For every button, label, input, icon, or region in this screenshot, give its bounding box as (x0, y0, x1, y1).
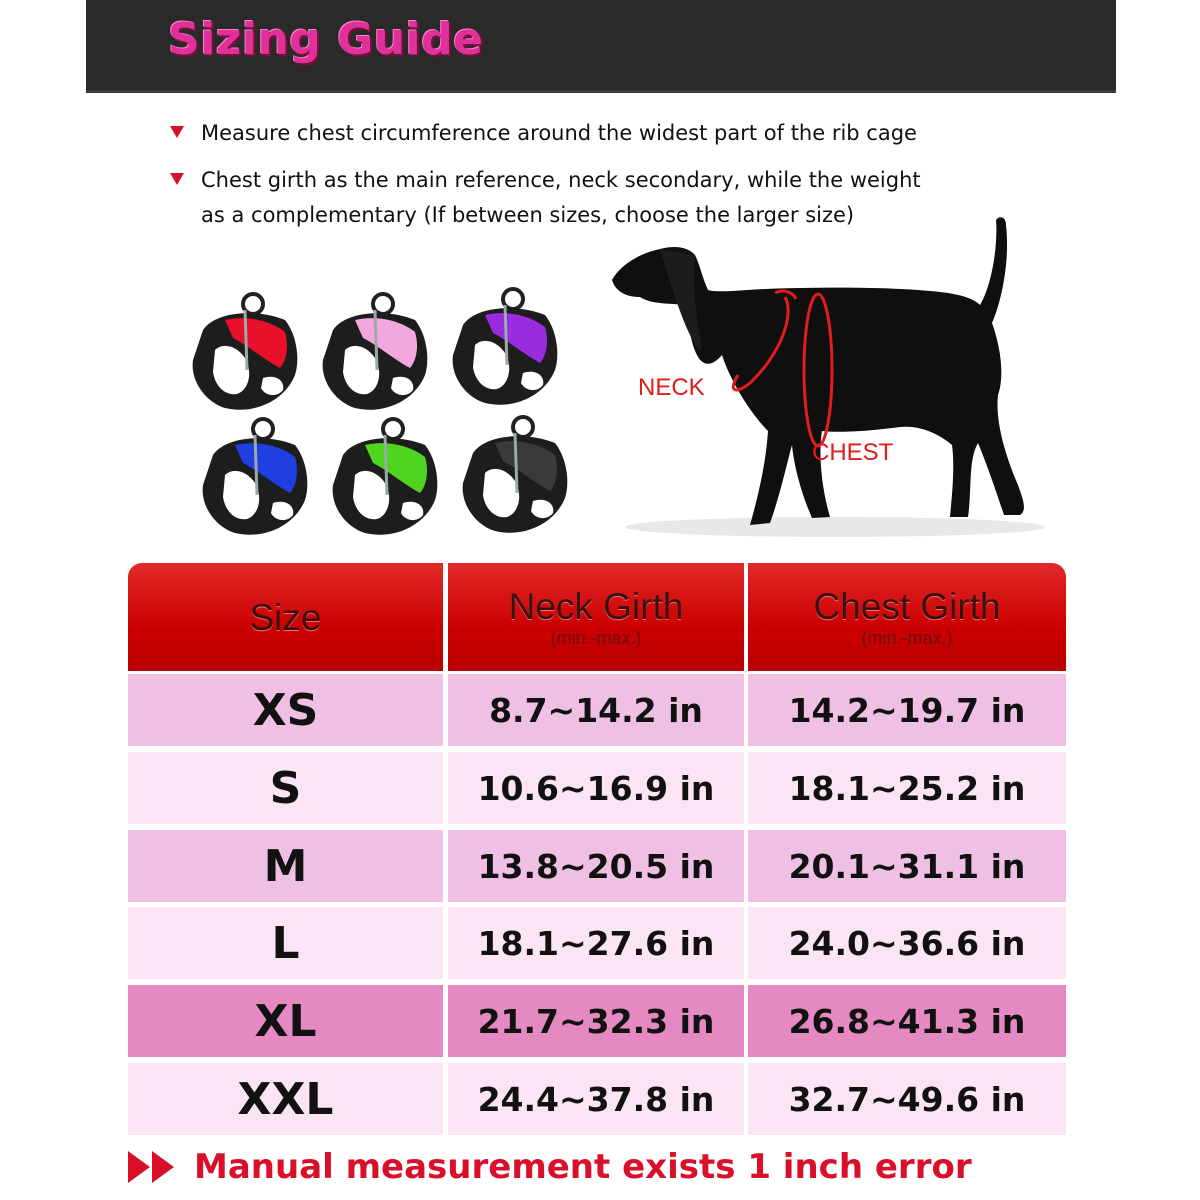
harness-icon (315, 290, 435, 420)
neck-girth-cell: 8.7~14.2 in (448, 674, 744, 746)
chest-girth-cell: 20.1~31.1 in (748, 830, 1066, 902)
double-arrow-icon (128, 1151, 176, 1183)
size-cell: XXL (128, 1063, 443, 1135)
instruction-1 (170, 116, 1000, 152)
size-cell: M (128, 830, 443, 902)
dog-silhouette-icon (612, 217, 1024, 525)
harness-icon (195, 415, 315, 545)
neck-girth-header-label: Neck Girth (508, 585, 684, 627)
chest-girth-cell: 14.2~19.7 in (748, 674, 1066, 746)
size-header-label: Size (249, 596, 322, 638)
neck-girth-cell: 24.4~37.8 in (448, 1063, 744, 1135)
harness-icon (455, 413, 575, 543)
chest-girth-cell: 18.1~25.2 in (748, 752, 1066, 824)
harness-color-options (180, 285, 570, 555)
size-cell: XL (128, 985, 443, 1057)
neck-girth-cell: 18.1~27.6 in (448, 907, 744, 979)
instruction-2-text-line2: as a complementary (If between sizes, choose the larger size) (201, 203, 855, 227)
size-cell: XS (128, 674, 443, 746)
neck-girth-header-sublabel: (min.-max.) (550, 627, 642, 648)
neck-girth-cell: 21.7~32.3 in (448, 985, 744, 1057)
chest-girth-header-label: Chest Girth (813, 585, 1001, 627)
triangle-bullet-icon (170, 173, 184, 185)
chest-label: CHEST (812, 439, 894, 466)
title-bar (86, 0, 1116, 93)
neck-label: NECK (638, 374, 705, 401)
dog-shadow (625, 517, 1045, 537)
dog-measurement-diagram (600, 205, 1050, 550)
neck-girth-cell: 13.8~20.5 in (448, 830, 744, 902)
triangle-bullet-icon (170, 126, 184, 138)
harness-icon (185, 290, 305, 420)
harness-icon (325, 415, 445, 545)
instruction-2-text-line1: Chest girth as the main reference, neck secondary, while the weight (201, 168, 921, 192)
page-title: Sizing Guide (168, 14, 484, 65)
chest-girth-cell: 26.8~41.3 in (748, 985, 1066, 1057)
harness-icon (445, 285, 565, 415)
chest-girth-header-sublabel: (min.-max.) (861, 627, 953, 648)
size-chart-table (128, 563, 1068, 1143)
instruction-1-text: Measure chest circumference around the widest part of the rib cage (201, 121, 917, 145)
chest-girth-column-header (748, 563, 1066, 671)
measurement-note (128, 1142, 1028, 1192)
chest-girth-cell: 32.7~49.6 in (748, 1063, 1066, 1135)
size-column-header (128, 563, 443, 671)
size-cell: S (128, 752, 443, 824)
size-cell: L (128, 907, 443, 979)
measurement-note-text: Manual measurement exists 1 inch error (194, 1147, 972, 1187)
neck-girth-column-header (448, 563, 744, 671)
neck-girth-cell: 10.6~16.9 in (448, 752, 744, 824)
chest-girth-cell: 24.0~36.6 in (748, 907, 1066, 979)
